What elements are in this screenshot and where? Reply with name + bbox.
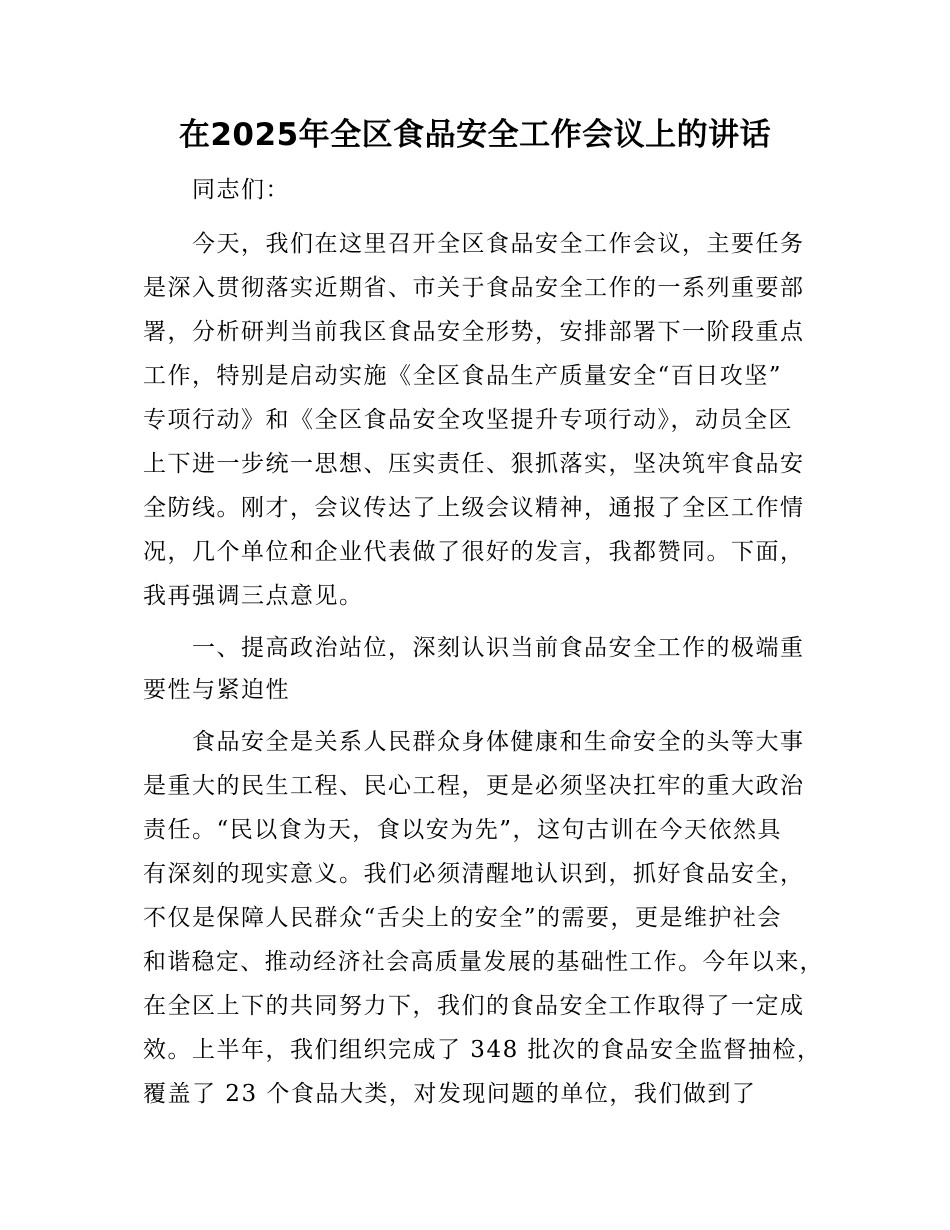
- section-heading-line: 要性与紧迫性: [143, 677, 290, 703]
- paragraph-line: 上下进一步统一思想、压实责任、狠抓落实，坚决筑牢食品安: [143, 451, 805, 477]
- paragraph-line: 况，几个单位和企业代表做了很好的发言，我都赞同。下面，: [143, 539, 805, 565]
- paragraph-line: 有深刻的现实意义。我们必须清醒地认识到，抓好食品安全，: [143, 861, 805, 887]
- salutation: 同志们：: [192, 177, 290, 203]
- paragraph-line: 今天，我们在这里召开全区食品安全工作会议，主要任务: [192, 231, 805, 257]
- paragraph-line: 署，分析研判当前我区食品安全形势，安排部署下一阶段重点: [143, 319, 805, 345]
- paragraph-line: 是深入贯彻落实近期省、市关于食品安全工作的一系列重要部: [143, 275, 805, 301]
- paragraph-line: 不仅是保障人民群众“舌尖上的安全”的需要，更是维护社会: [143, 905, 783, 931]
- paragraph-line: 责任。“民以食为天，食以安为先”，这句古训在今天依然具: [143, 817, 783, 843]
- section-heading-line: 一、提高政治站位，深刻认识当前食品安全工作的极端重: [192, 635, 805, 661]
- paragraph-line: 和谐稳定、推动经济社会高质量发展的基础性工作。今年以来，: [143, 949, 824, 975]
- paragraph-line: 我再强调三点意见。: [143, 583, 364, 609]
- paragraph-line: 覆盖了 23 个食品大类，对发现问题的单位，我们做到了: [143, 1081, 757, 1107]
- paragraph-line: 专项行动》和《全区食品安全攻坚提升专项行动》，动员全区: [143, 407, 793, 433]
- paragraph-line: 工作，特别是启动实施《全区食品生产质量安全“百日攻坚”: [143, 363, 783, 389]
- paragraph-line: 全防线。刚才，会议传达了上级会议精神，通报了全区工作情: [143, 495, 805, 521]
- paragraph-line: 在全区上下的共同努力下，我们的食品安全工作取得了一定成: [143, 993, 805, 1019]
- document-title: 在2025年全区食品安全工作会议上的讲话: [178, 117, 772, 153]
- paragraph-line: 效。上半年，我们组织完成了 348 批次的食品安全监督抽检，: [143, 1037, 822, 1063]
- paragraph-line: 是重大的民生工程、民心工程，更是必须坚决扛牢的重大政治: [143, 773, 805, 799]
- paragraph-line: 食品安全是关系人民群众身体健康和生命安全的头等大事: [192, 729, 805, 755]
